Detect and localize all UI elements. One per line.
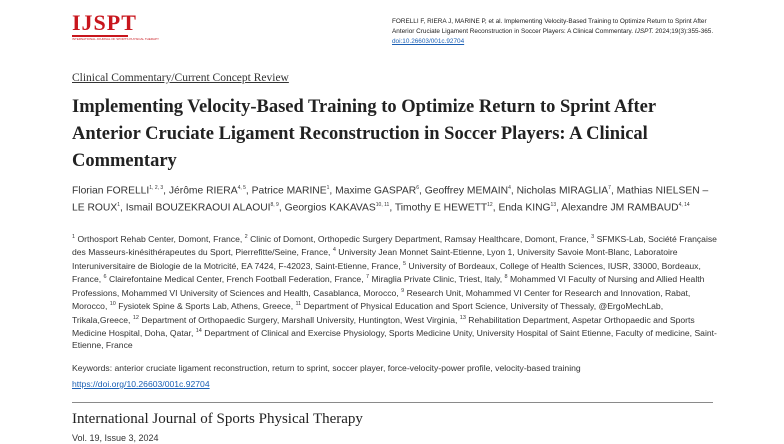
affiliation-text: University Jean Monnet Saint-Etienne, Lyon 1, University Savoie Mont-Blanc, Laboratoire Interuniversitaire de Biologie de la Motricité, EA 7424, F-42023, Saint-Etienne, France,	[72, 247, 678, 271]
article-type-label: Clinical Commentary/Current Concept Review	[72, 72, 289, 84]
keywords: Keywords: anterior cruciate ligament reconstruction, return to sprint, soccer player, force-velocity-power profile, velocity-based training	[72, 363, 581, 373]
author-name: Mathias NIELSEN – LE ROUX	[72, 185, 709, 214]
citation-details: 2024;19(3):355-365.	[655, 28, 714, 35]
affiliation-number: 3	[591, 234, 595, 240]
affiliation-number: 7	[365, 274, 370, 281]
logo-text: IJSPT	[72, 10, 137, 35]
journal-logo	[72, 10, 160, 50]
author-name: Enda KING	[498, 202, 551, 214]
volume-issue: Vol. 19, Issue 3, 2024	[72, 433, 159, 443]
affiliation-text: Department of Orthopaedic Surgery, Marshall University, Huntington, West Virginia,	[141, 314, 458, 325]
affiliation-text: Miraglia Private Clinic, Triest, Italy,	[371, 274, 503, 285]
affiliation-text: University of Bordeaux, College of Health Sciences, IUSR, 33000, Bordeaux, France,	[72, 260, 701, 285]
author-affiliation-marker: 13	[550, 202, 557, 209]
affiliation-number: 9	[401, 287, 405, 294]
affiliation-number: 5	[403, 260, 407, 267]
author-name: Nicholas MIRAGLIA	[516, 185, 609, 197]
affiliation-number: 1	[72, 234, 76, 240]
logo-subtitle: INTERNATIONAL JOURNAL OF SPORTS PHYSICAL THERAPY	[72, 37, 160, 41]
author-affiliation-marker: 4	[508, 185, 511, 191]
affiliation-text: Research Unit, Mohammed VI Center for Research and Innovation, Rabat, Morocco,	[72, 287, 691, 312]
affiliation-number: 14	[195, 328, 202, 335]
doi-link[interactable]: https://doi.org/10.26603/001c.92704	[72, 379, 210, 389]
footer-divider	[72, 402, 713, 403]
author-affiliation-marker: 4, 5	[237, 185, 246, 191]
author-affiliation-marker: 10, 11	[375, 202, 390, 209]
author-name: Maxime GASPAR	[335, 185, 417, 197]
author-name: Florian FORELLI	[72, 185, 150, 197]
affiliation-text: Department of Clinical and Exercise Physiology, Sports Medicine Unity, University Hospital of Saint Etienne, Faculty of medicine, Saint-Etienne, France	[72, 328, 717, 350]
affiliation-text: SFMKS-Lab, Société Française des Masseurs-kinésithérapeutes du Sport, Pierrefitte/Seine, France,	[72, 233, 717, 258]
affiliation-list	[72, 232, 720, 351]
article-title: Implementing Velocity-Based Training to Optimize Return to Sprint After Anterior Cruciate Ligament Reconstruction in Soccer Players: A Clinical Commentary	[72, 97, 656, 171]
affiliation-number: 12	[132, 314, 139, 321]
author-affiliation-marker: 4, 14	[678, 202, 690, 209]
author-affiliation-marker: 1	[326, 185, 330, 191]
affiliation-text: Department of Physical Education and Sport Science, University of Thessaly, @ErgoMechLab, Trikala,Greece,	[72, 301, 664, 325]
author-name: Georgios KAKAVAS	[284, 202, 376, 214]
author-affiliation-marker: 7	[608, 185, 611, 191]
author-name: Timothy E HEWETT	[394, 202, 488, 214]
affiliation-text: Fysiotek Spine & Sports Lab, Athens, Greece,	[118, 301, 294, 312]
affiliation-text: Clinic of Domont, Orthopedic Surgery Department, Ramsay Healthcare, Domont, France,	[250, 233, 589, 244]
affiliation-number: 4	[332, 247, 336, 254]
author-name: Geoffrey MEMAIN	[424, 185, 509, 197]
affiliation-number: 10	[109, 301, 116, 308]
citation-journal: IJSPT.	[634, 28, 654, 35]
affiliation-number: 11	[295, 301, 302, 308]
citation-prefix: FORELLI F, RIERA J, MARINE P, et al. Implementing Velocity-Based Training to Optimize Return to Sprint After Anterior Cruciate Ligament Reconstruction in Soccer Players: A Clinical Commentary.	[392, 18, 707, 35]
affiliation-text: Rehabilitation Department, Aspetar Orthopaedic and Sports Medicine Hospital, Doha, Qatar,	[72, 314, 695, 339]
journal-name: International Journal of Sports Physical Therapy	[72, 411, 363, 427]
author-list: Florian FORELLI$^{1, 2, 3}$, Jérôme RIERA$^{4, 5}$, Patrice MARINE$^1$, Maxime GASPAR$^6$, Geoffrey MEMAIN$^4$, Nicholas MIRAGLIA$^7$, Mathias NIELSEN – LE ROUX$^1$, Ismail BOUZEKRAOUI ALAOUI$^{8, 9}$, Georgios KAKAVAS$^{10, 11}$, Timothy E HEWETT$^{12}$, Enda KING$^{13}$, Alexandre JM RAMBAUD$^{4, 14}$	[72, 185, 709, 214]
affiliation-number: 2	[244, 234, 248, 240]
author-affiliation-marker: 6	[416, 185, 419, 191]
author-affiliation-marker: 12	[487, 202, 493, 209]
citation-block	[392, 17, 722, 47]
author-affiliation-marker: 1	[117, 202, 120, 209]
affiliation-text: Mohammed VI Faculty of Nursing and Allied Health Professions, Mohammed VI University of Sciences and Health, Casablanca, Morocco,	[72, 274, 705, 298]
affiliation-number: 13	[459, 314, 466, 321]
affiliation-text: Orthosport Rehab Center, Domont, France,	[77, 233, 243, 244]
author-affiliation-marker: 1, 2, 3	[149, 185, 164, 191]
author-name: Ismail BOUZEKRAOUI ALAOUI	[125, 202, 271, 214]
author-affiliation-marker: 8, 9	[270, 202, 279, 209]
author-name: Jérôme RIERA	[168, 185, 238, 197]
author-name: Patrice MARINE	[251, 185, 327, 197]
citation-doi-link[interactable]: doi:10.26603/001c.92704	[392, 38, 465, 45]
affiliation-text: Clairefontaine Medical Center, French Football Federation, France,	[108, 274, 364, 285]
affiliation-number: 8	[504, 274, 508, 281]
affiliation-number: 6	[103, 274, 107, 281]
author-name: Alexandre JM RAMBAUD	[561, 202, 679, 214]
